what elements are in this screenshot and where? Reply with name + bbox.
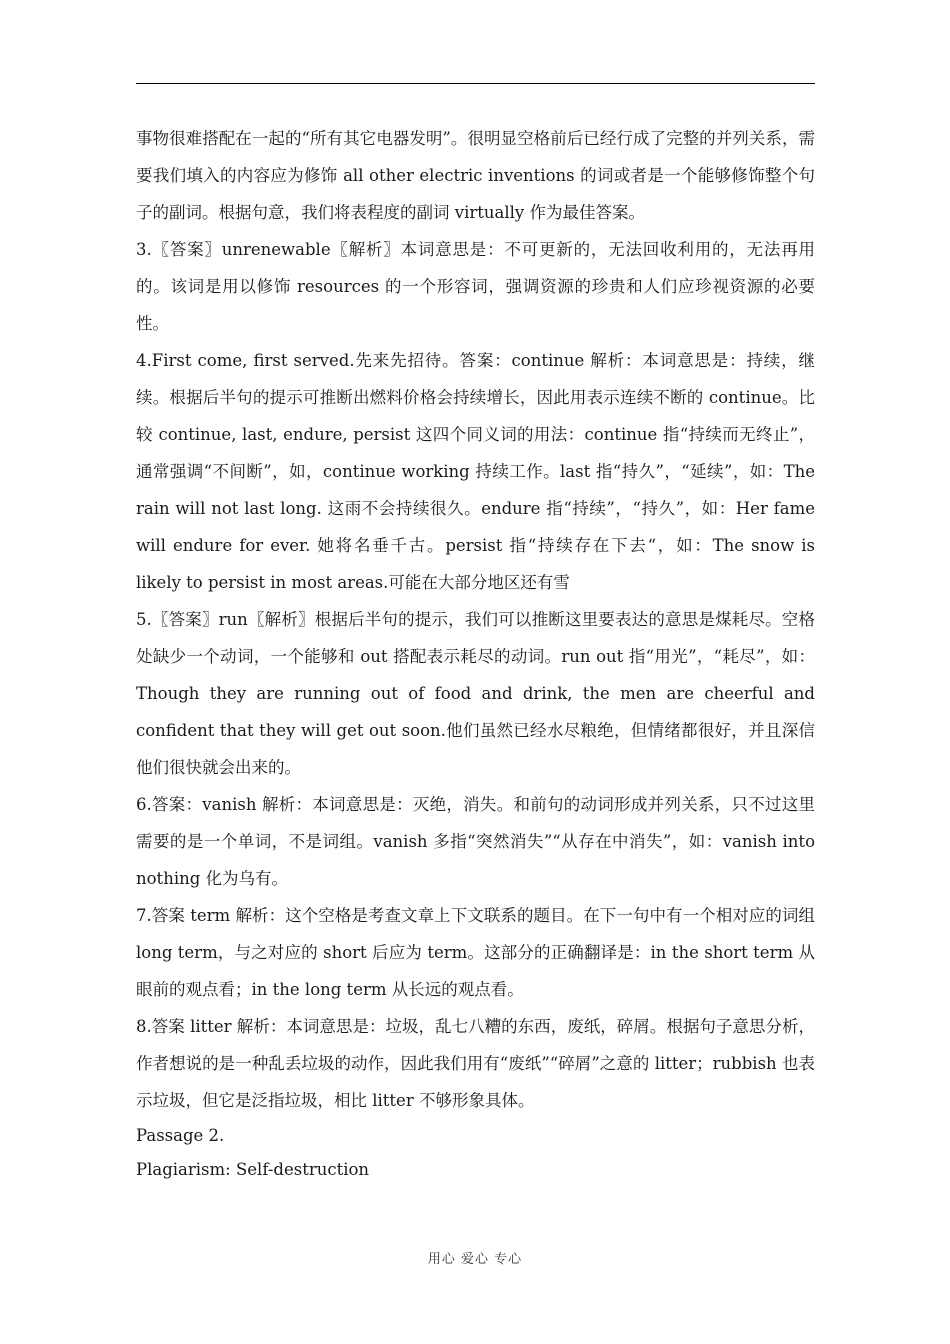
page-footer: 用心 爱心 专心	[427, 1252, 523, 1267]
paragraph-4: 5.〖答案〗run〖解析〗根据后半句的提示，我们可以推断这里要表达的意思是煤耗尽。空格处缺少一个动词，一个能够和 out 搭配表示耗尽的动词。run out 指“用光”，“耗尽”，如： Though they are running out of food and drink, the men are cheerful and confident that they will get out soon.他们虽然已经水尽粮绝，但情绪都很好，并且深信他们很快就会出来的。	[136, 610, 815, 777]
paragraph-3: 4.First come, first served.先来先招待。答案：continue 解析：本词意思是：持续，继续。根据后半句的提示可推断出燃料价格会持续增长，因此用表示连续不断的 continue。比较 continue, last, endure, persist 这四个同义词的用法：continue 指“持续而无终止”，通常强调“不间断”，如，continue working 持续工作。last 指“持久”，“延续”，如：The rain will not last long. 这雨不会持续很久。endure 指“持续”，“持久”，如：Her fame will endure for ever. 她将名垂千古。persist 指“持续存在下去“，如：The snow is likely to persist in most areas.可能在大部分地区还有雪	[136, 351, 815, 592]
paragraph-2: 3.〖答案〗unrenewable〖解析〗本词意思是：不可更新的，无法回收利用的，无法再用的。该词是用以修饰 resources 的一个形容词，强调资源的珍贵和人们应珍视资源的必要性。	[136, 240, 815, 333]
header-rule	[136, 83, 815, 84]
paragraph-6: 7.答案 term 解析：这个空格是考查文章上下文联系的题目。在下一句中有一个相对应的词组 long term，与之对应的 short 后应为 term。这部分的正确翻译是：in the short term 从眼前的观点看；in the long term 从长远的观点看。	[136, 906, 815, 999]
passage-title: Plagiarism: Self-destruction	[136, 1160, 370, 1179]
document-body	[136, 120, 815, 1187]
passage-heading: Passage 2.	[136, 1126, 225, 1145]
paragraph-1: 事物很难搭配在一起的“所有其它电器发明”。很明显空格前后已经行成了完整的并列关系，需要我们填入的内容应为修饰 all other electric inventions 的词或者是一个能够修饰整个句子的副词。根据句意，我们将表程度的副词 virtually 作为最佳答案。	[136, 129, 815, 222]
paragraph-7: 8.答案 litter 解析：本词意思是：垃圾，乱七八糟的东西，废纸，碎屑。根据句子意思分析，作者想说的是一种乱丢垃圾的动作，因此我们用有“废纸”“碎屑”之意的 litter；rubbish 也表示垃圾，但它是泛指垃圾，相比 litter 不够形象具体。	[136, 1017, 815, 1110]
paragraph-5: 6.答案：vanish 解析：本词意思是：灭绝，消失。和前句的动词形成并列关系，只不过这里需要的是一个单词，不是词组。vanish 多指“突然消失”“从存在中消失”，如：vanish into nothing 化为乌有。	[136, 795, 815, 888]
